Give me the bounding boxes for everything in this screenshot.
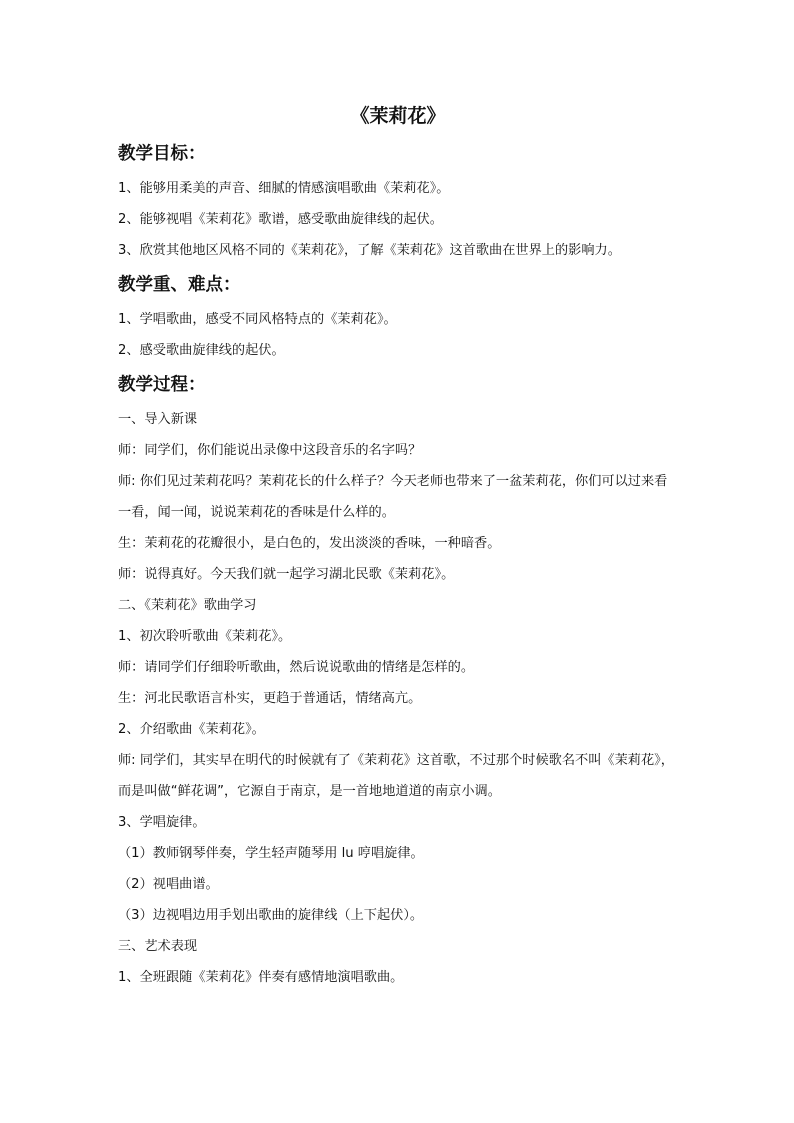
key-point-item: 1、学唱歌曲，感受不同风格特点的《茉莉花》。 (118, 312, 397, 327)
objective-item: 2、能够视唱《茉莉花》歌谱，感受歌曲旋律线的起伏。 (118, 212, 443, 227)
process-item: 师：请同学们仔细聆听歌曲，然后说说歌曲的情绪是怎样的。 (118, 660, 475, 675)
process-item: 师: 你们见过茉莉花吗？茉莉花长的什么样子？今天老师也带来了一盆茉莉花，你们可以过来看一看，闻一闻，说说茉莉花的香味是什么样的。 (118, 474, 668, 520)
section-heading-objectives: 教学目标： (118, 144, 206, 164)
section-heading-process: 教学过程： (118, 375, 206, 395)
objective-item: 3、欣赏其他地区风格不同的《茉莉花》，了解《茉莉花》这首歌曲在世界上的影响力。 (118, 243, 621, 258)
objective-item: 1、能够用柔美的声音、细腻的情感演唱歌曲《茉莉花》。 (118, 181, 450, 196)
process-item: 2、介绍歌曲《茉莉花》。 (118, 722, 265, 737)
process-item: （3）边视唱边用手划出歌曲的旋律线（上下起伏）。 (118, 908, 424, 923)
process-item: 生：河北民歌语言朴实，更趋于普通话，情绪高亢。 (118, 691, 422, 706)
process-item: 3、学唱旋律。 (118, 815, 206, 830)
process-item: 一、导入新课 (118, 412, 198, 427)
process-item: 三、艺术表现 (118, 939, 198, 954)
process-item: （2）视唱曲谱。 (118, 877, 219, 892)
process-item: 1、全班跟随《茉莉花》伴奏有感情地演唱歌曲。 (118, 970, 404, 985)
process-item: 师：说得真好。今天我们就一起学习湖北民歌《茉莉花》。 (118, 567, 455, 582)
process-item: 二、《茉莉花》歌曲学习 (118, 598, 257, 613)
document-title: 《茉莉花》 (350, 105, 446, 127)
process-item: 师: 同学们，其实早在明代的时候就有了《茉莉花》这首歌，不过那个时候歌名不叫《茉莉花》，而是叫做“鲜花调”，它源自于南京，是一首地地道道的南京小调。 (118, 753, 674, 799)
process-item: （1）教师钢琴伴奏，学生轻声随琴用 lu 哼唱旋律。 (118, 846, 424, 861)
process-item: 师：同学们，你们能说出录像中这段音乐的名字吗？ (118, 443, 422, 458)
section-heading-key-points: 教学重、难点： (118, 275, 241, 295)
process-item: 生：茉莉花的花瓣很小，是白色的，发出淡淡的香味，一种暗香。 (118, 536, 501, 551)
process-item: 1、初次聆听歌曲《茉莉花》。 (118, 629, 292, 644)
document-body (118, 103, 678, 993)
key-point-item: 2、感受歌曲旋律线的起伏。 (118, 343, 285, 358)
